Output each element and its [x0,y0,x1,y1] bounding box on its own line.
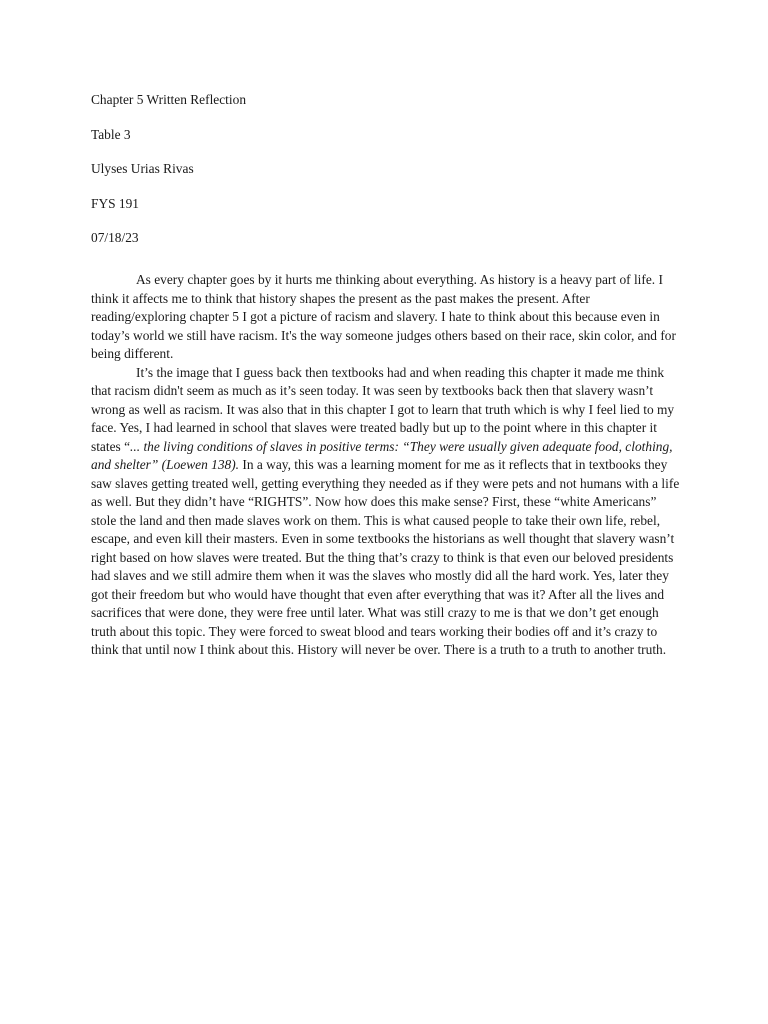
paragraph-2-intro: It’s the image that I guess back then textbooks had and when reading this chapter it made me think that racism didn't seem as much as it’s seen today. It was seen by textbooks back then that slavery wasn’t wrong as well as racism. It was also that in this chapter I got to learn that truth which is why I feel lied to my face. Yes, I had learned in school that slaves were treated badly but up to the point where in this chapter it states “ [91,364,675,454]
essay-paragraph-1: As every chapter goes by it hurts me thinking about everything. As history is a heavy part of life. I think it affects me to think that history shapes the present as the past makes the present. After reading/exploring chapter 5 I got a picture of racism and slavery. I hate to think about this because even in today’s world we still have racism. It's the way someone judges others based on their race, skin color, and for being different. [91,272,676,362]
essay-paragraph-2 [91,364,683,660]
document-date: 07/18/23 [91,230,139,246]
document-title: Chapter 5 Written Reflection [91,92,247,107]
document-page [91,91,683,660]
author-name: Ulyses Urias Rivas [91,161,194,177]
course-code: FYS 191 [91,195,139,211]
table-label: Table 3 [91,126,131,142]
loewen-quote: ... the living conditions of slaves in positive terms: “They were usually given adequate food, clothing, and shelter” (Loewen 138). [91,438,673,473]
essay-body [91,271,683,660]
paragraph-2-body: In a way, this was a learning moment for me as it reflects that in textbooks they saw slaves getting treated well, getting everything they needed as if they were pets and not humans with a life as well. But they didn’t have “RIGHTS”. Now how does this make sense? First, these “white Americans” stole the land and then made slaves work on them. This is what caused people to take their own life, rebel, escape, and even kill their masters. Even in some textbooks the historians as well thought that slavery wasn’t right based on how slaves were treated. But the thing that’s crazy to think is that even our beloved presidents had slaves and we still admire them when it was the slaves who mostly did all the hard work. Yes, later they got their freedom but who would have thought that even after everything that was it? After all the lives and sacrifices that were done, they were free until later. What was still crazy to me is that we don’t get enough truth about this topic. They were forced to sweat blood and tears working their bodies off and it’s crazy to think that until now I think about this. History will never be over. There is a truth to a truth to another truth. [91,457,680,658]
